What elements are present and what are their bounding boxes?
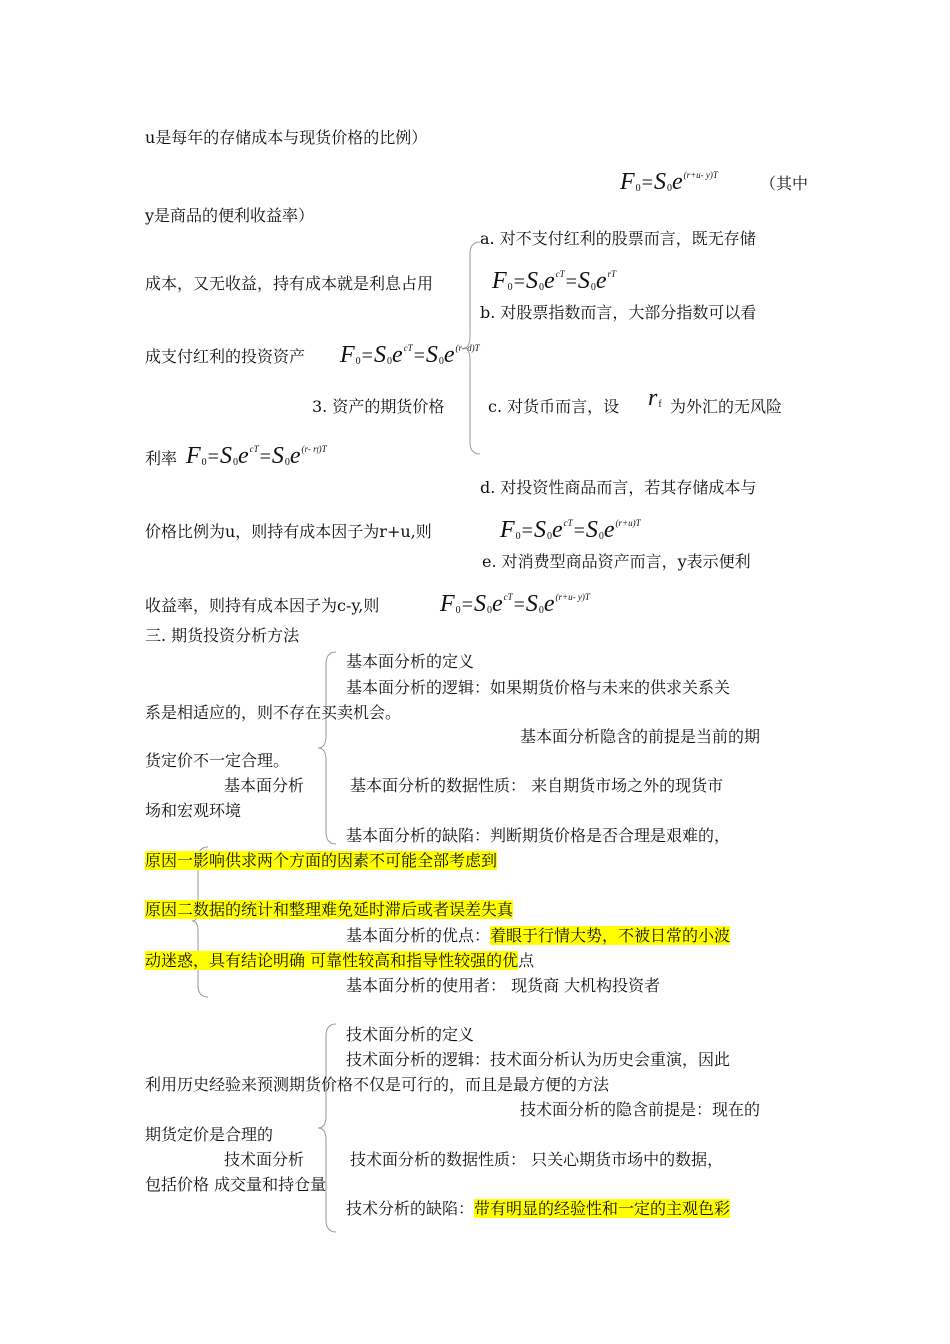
- text-line: 为外汇的无风险: [670, 397, 783, 416]
- fundamental-defect: 基本面分析的缺陷：判断期货价格是否合理是艰难的，: [346, 826, 731, 845]
- brace-label-asset-futures-price: 3. 资产的期货价格: [312, 397, 445, 416]
- brace-technical: [316, 1022, 338, 1234]
- technical-logic-cont: 利用历史经验来预测期货价格不仅是可行的，而且是最方便的方法: [145, 1075, 610, 1094]
- fundamental-definition: 基本面分析的定义: [346, 652, 475, 671]
- technical-definition: 技术面分析的定义: [346, 1025, 475, 1044]
- text-line: e. 对消费型商品资产而言，y表示便利: [482, 552, 751, 571]
- technical-data-nature-cont: 包括价格 成交量和持仓量: [145, 1175, 327, 1194]
- text-line: 价格比例为u，则持有成本因子为r+u,则: [145, 522, 432, 541]
- formula-consumption-commodity: $F_0=S_0e^{(r+u- y)T}$: [620, 169, 718, 195]
- text-line: b. 对股票指数而言，大部分指数可以看: [480, 303, 757, 322]
- fundamental-logic: 基本面分析的逻辑：如果期货价格与未来的供求关系关: [346, 678, 731, 697]
- fundamental-merit: 基本面分析的优点：着眼于行情大势，不被日常的小波: [346, 926, 731, 945]
- text-line: d. 对投资性商品而言，若其存储成本与: [480, 478, 757, 497]
- fundamental-root-label: 基本面分析: [224, 776, 305, 795]
- formula-b: $F_0=S_0e^{cT}=S_0e^{(r- d)T}$: [340, 342, 480, 368]
- brace-fundamental-inner: [316, 650, 338, 846]
- technical-premise: 技术面分析的隐含前提是：现在的: [520, 1100, 761, 1119]
- technical-root-label: 技术面分析: [224, 1150, 305, 1169]
- formula-a: $F_0=S_0e^{cT}=S_0e^{rT}$: [492, 268, 617, 294]
- fundamental-users: 基本面分析的使用者： 现货商 大机构投资者: [346, 976, 661, 995]
- technical-logic: 技术面分析的逻辑：技术面分析认为历史会重演，因此: [346, 1050, 731, 1069]
- text-line: a. 对不支付红利的股票而言，既无存储: [480, 229, 756, 248]
- formula-c: $F_0=S_0e^{cT}=S_0e^{(r- rf)T}$: [186, 443, 327, 469]
- section-heading: 三. 期货投资分析方法: [145, 626, 300, 645]
- technical-defect: 技术分析的缺陷：带有明显的经验性和一定的主观色彩: [346, 1199, 731, 1218]
- fundamental-premise-cont: 货定价不一定合理。: [145, 751, 290, 770]
- text-line: 利率: [145, 449, 178, 468]
- fundamental-premise: 基本面分析隐含的前提是当前的期: [520, 727, 761, 746]
- technical-premise-cont: 期货定价是合理的: [145, 1125, 274, 1144]
- text-line: 成支付红利的投资资产: [145, 347, 306, 366]
- formula-d: $F_0=S_0e^{cT}=S_0e^{(r+u)T}$: [500, 517, 641, 543]
- fundamental-defect-reason-1: 原因一影响供求两个方面的因素不可能全部考虑到: [145, 851, 498, 870]
- text-line: （其中: [760, 174, 809, 193]
- text-line: u是每年的存储成本与现货价格的比例）: [145, 128, 428, 147]
- formula-rf: $r_f$: [648, 385, 662, 411]
- formula-e: $F_0=S_0e^{cT}=S_0e^{(r+u- y)T}$: [440, 591, 590, 617]
- text-line: c. 对货币而言，设: [488, 397, 620, 416]
- brace-asset-futures: [462, 240, 482, 456]
- text-line: 成本，又无收益，持有成本就是利息占用: [145, 274, 434, 293]
- text-line: y是商品的便利收益率）: [145, 206, 315, 225]
- fundamental-data-nature-cont: 场和宏观环境: [145, 801, 242, 820]
- fundamental-defect-reason-2: 原因二数据的统计和整理难免延时滞后或者误差失真: [145, 900, 514, 919]
- technical-data-nature: 技术面分析的数据性质： 只关心期货市场中的数据，: [350, 1150, 724, 1169]
- fundamental-logic-cont: 系是相适应的，则不存在买卖机会。: [145, 703, 402, 722]
- fundamental-merit-cont: 动迷惑，具有结论明确 可靠性较高和指导性较强的优点: [145, 951, 535, 970]
- fundamental-data-nature: 基本面分析的数据性质： 来自期货市场之外的现货市: [350, 776, 724, 795]
- text-line: 收益率，则持有成本因子为c-y,则: [145, 596, 380, 615]
